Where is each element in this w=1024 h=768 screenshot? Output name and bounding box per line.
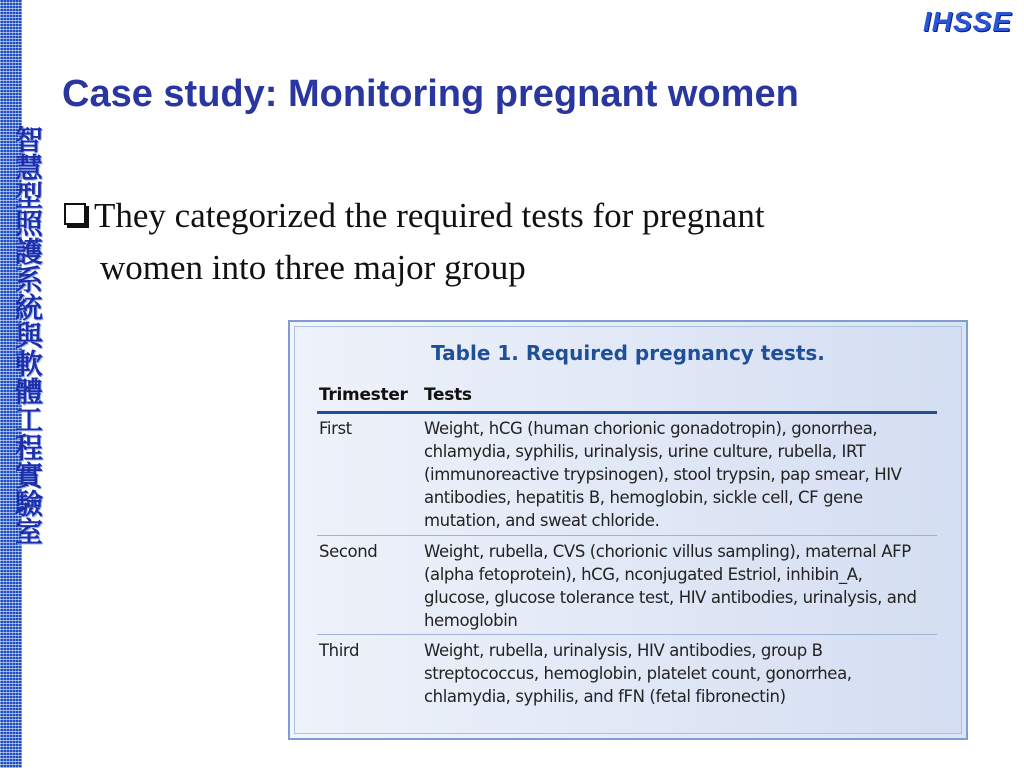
table-row-third — [317, 639, 937, 709]
tests-line: Weight, rubella, urinalysis, HIV antibodies, group B — [424, 641, 823, 660]
bullet-text-1: They categorized the required tests for pregnant — [94, 196, 765, 235]
table-panel — [294, 326, 962, 734]
bullet-line-2: women into three major group — [100, 248, 526, 287]
trimester-cell: Second — [319, 542, 378, 561]
tests-line: mutation, and sweat chloride. — [424, 511, 660, 530]
tests-line: hemoglobin — [424, 611, 518, 630]
header-rule — [317, 411, 937, 414]
tests-line: (immunoreactive trypsinogen), stool trypsin, pap smear, HIV — [424, 465, 902, 484]
tests-line: chlamydia, syphilis, and fFN (fetal fibronectin) — [424, 687, 786, 706]
row-divider — [317, 535, 937, 536]
tests-line: glucose, glucose tolerance test, HIV antibodies, urinalysis, and — [424, 588, 917, 607]
trimester-cell: Third — [319, 641, 360, 660]
tests-cell — [424, 639, 937, 708]
table-row-second — [317, 540, 937, 632]
trimester-cell: First — [319, 419, 352, 438]
tests-line: streptococcus, hemoglobin, platelet count, gonorrhea, — [424, 664, 852, 683]
lab-vertical-label: 智慧型照護系統與軟體工程實驗室 — [11, 125, 44, 545]
pregnancy-tests-table — [288, 320, 968, 740]
tests-line: chlamydia, syphilis, urinalysis, urine culture, rubella, IRT — [424, 442, 866, 461]
tests-line: Weight, hCG (human chorionic gonadotropin), gonorrhea, — [424, 419, 878, 438]
tests-cell — [424, 417, 937, 532]
table-row-first — [317, 417, 937, 532]
ihsse-logo: IHSSE — [922, 6, 1012, 37]
row-divider — [317, 634, 937, 635]
tests-line: Weight, rubella, CVS (chorionic villus sampling), maternal AFP — [424, 542, 911, 561]
checkbox-bullet-icon — [64, 203, 86, 225]
tests-line: (alpha fetoprotein), hCG, nconjugated Estriol, inhibin_A, — [424, 565, 863, 584]
column-header-trimester: Trimester — [319, 385, 408, 405]
page-title: Case study: Monitoring pregnant women — [62, 73, 799, 115]
bullet-line-1 — [64, 190, 964, 242]
tests-cell — [424, 540, 937, 632]
table-title: Table 1. Required pregnancy tests. — [431, 341, 825, 365]
bullet-point — [64, 190, 964, 294]
column-header-tests: Tests — [424, 385, 472, 405]
tests-line: antibodies, hepatitis B, hemoglobin, sickle cell, CF gene — [424, 488, 863, 507]
